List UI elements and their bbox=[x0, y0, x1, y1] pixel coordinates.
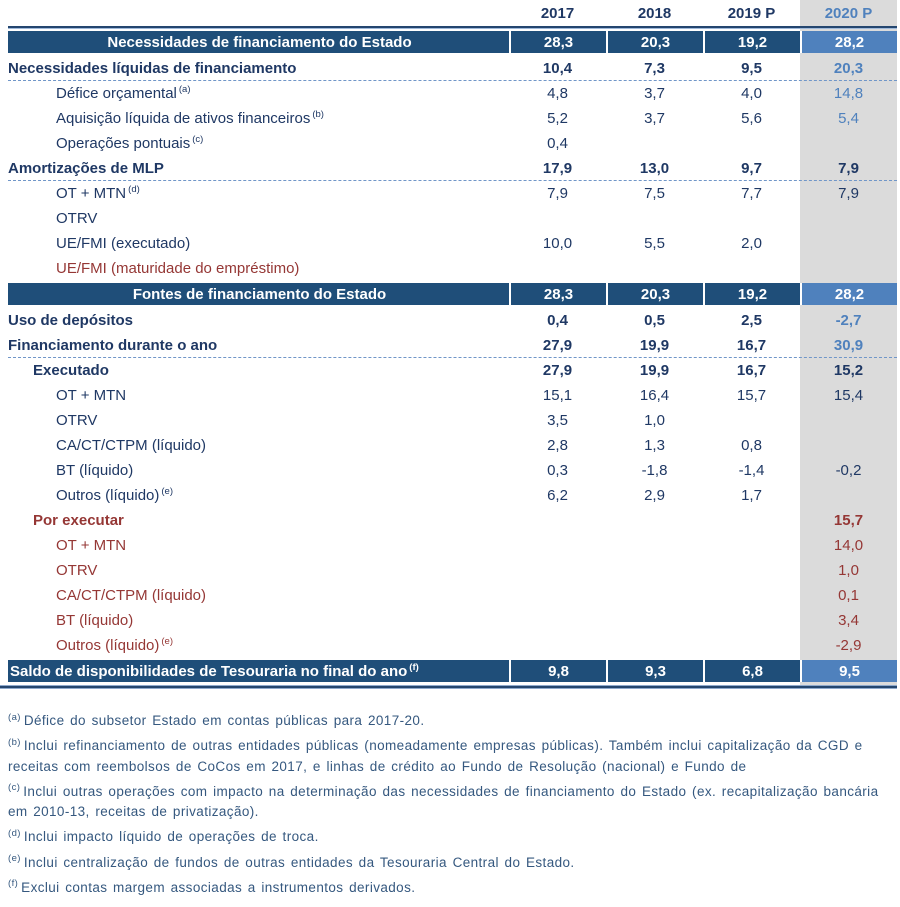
value-2020P: 15,4 bbox=[833, 387, 864, 404]
value-2019P: 19,2 bbox=[703, 283, 800, 305]
value-2019P: 2,5 bbox=[741, 312, 762, 329]
value-2020P: 15,2 bbox=[833, 362, 864, 379]
table-row bbox=[8, 483, 897, 508]
row-label: OT + MTN bbox=[56, 537, 127, 554]
row-label: BT (líquido) bbox=[56, 612, 134, 629]
row-label: CA/CT/CTPM (líquido) bbox=[56, 437, 207, 454]
footnote-ref-icon: (f) bbox=[409, 662, 419, 673]
year-header-2018: 2018 bbox=[637, 4, 672, 22]
value-2019P: 16,7 bbox=[736, 362, 767, 379]
table-row bbox=[8, 608, 897, 633]
value-2020P: -0,2 bbox=[835, 462, 862, 479]
value-2017: 7,9 bbox=[547, 185, 568, 202]
footnote: $^{(d)}$ Inclui impacto líquido de operações de troca. bbox=[8, 827, 319, 845]
table-row bbox=[8, 458, 897, 483]
header-rule-thin bbox=[8, 28, 897, 29]
value-2018: 19,9 bbox=[639, 336, 670, 354]
value-2017: 6,2 bbox=[547, 487, 568, 504]
footnote-ref-icon: (c) bbox=[192, 135, 204, 145]
table-row bbox=[8, 256, 897, 281]
value-2018: 3,7 bbox=[644, 85, 665, 102]
row-label: Uso de depósitos bbox=[8, 312, 134, 329]
table-row bbox=[8, 383, 897, 408]
value-2020P: 20,3 bbox=[833, 59, 864, 77]
value-2018: 19,9 bbox=[639, 362, 670, 379]
value-2019P: 5,6 bbox=[741, 110, 762, 127]
row-label: Executado bbox=[33, 362, 109, 379]
table-row bbox=[8, 131, 897, 156]
table-row bbox=[8, 156, 897, 181]
row-label: BT (líquido) bbox=[56, 462, 134, 479]
value-2020P: 3,4 bbox=[838, 612, 859, 629]
table-row bbox=[8, 231, 897, 256]
value-2019P: 0,8 bbox=[741, 437, 762, 454]
row-label: Outros (líquido) $^{(e)}$ bbox=[56, 637, 173, 654]
footnote-ref-icon: (d) bbox=[128, 185, 140, 195]
value-2017: 3,5 bbox=[547, 412, 568, 429]
row-label: UE/FMI (maturidade do empréstimo) bbox=[56, 260, 300, 277]
footnote: $^{(c)}$ Inclui outras operações com impacto na determinação das necessidades de financiamento do Estado (ex. recapitalização bancária em 2010-13, receitas de privatização). bbox=[8, 782, 879, 819]
value-2018: -1,8 bbox=[641, 462, 668, 479]
value-2020P: 14,8 bbox=[833, 85, 864, 102]
table-row bbox=[8, 81, 897, 106]
table-row bbox=[8, 583, 897, 608]
footnote-marker: (d) bbox=[8, 827, 21, 839]
value-2019P: 19,2 bbox=[703, 31, 800, 53]
table-bottom-rule bbox=[0, 685, 897, 689]
section-header-row bbox=[8, 283, 897, 305]
value-2017: 15,1 bbox=[542, 387, 573, 404]
row-label: Operações pontuais $^{(c)}$ bbox=[56, 135, 204, 152]
value-2018: 16,4 bbox=[639, 387, 670, 404]
value-2017: 17,9 bbox=[542, 159, 573, 177]
table-row bbox=[8, 558, 897, 583]
footnote-ref-icon: (e) bbox=[161, 637, 173, 647]
value-2020P: 28,2 bbox=[800, 283, 897, 305]
value-2019P: 2,0 bbox=[741, 235, 762, 252]
value-2019P: 16,7 bbox=[736, 336, 767, 354]
value-2019P: 4,0 bbox=[741, 85, 762, 102]
value-2019P: 6,8 bbox=[703, 660, 800, 682]
value-2017: 28,3 bbox=[509, 31, 606, 53]
table-row bbox=[8, 308, 897, 333]
row-label: Outros (líquido) $^{(e)}$ bbox=[56, 487, 173, 504]
footnote-marker: (b) bbox=[8, 736, 21, 748]
value-2018: 20,3 bbox=[606, 283, 703, 305]
value-2017: 27,9 bbox=[542, 336, 573, 354]
value-2018: 3,7 bbox=[644, 110, 665, 127]
value-2020P: -2,9 bbox=[835, 637, 862, 654]
row-label: OTRV bbox=[56, 210, 98, 227]
row-label: Saldo de disponibilidades de Tesouraria no final do ano $^{(f)}$ bbox=[10, 662, 419, 680]
table-row bbox=[8, 106, 897, 131]
value-2019P: 15,7 bbox=[736, 387, 767, 404]
footnote-ref-icon: (e) bbox=[161, 487, 173, 497]
value-2019P: -1,4 bbox=[738, 462, 765, 479]
row-label: CA/CT/CTPM (líquido) bbox=[56, 587, 207, 604]
table-row bbox=[8, 206, 897, 231]
footnote-marker: (a) bbox=[8, 711, 21, 723]
value-2019P: 1,7 bbox=[741, 487, 762, 504]
table-row bbox=[8, 333, 897, 358]
row-label: Fontes de financiamento do Estado bbox=[132, 285, 387, 303]
value-2017: 4,8 bbox=[547, 85, 568, 102]
table-row bbox=[8, 508, 897, 533]
value-2019P: 9,7 bbox=[741, 159, 762, 177]
value-2017: 10,4 bbox=[542, 59, 573, 77]
table-row bbox=[8, 533, 897, 558]
value-2018: 5,5 bbox=[644, 235, 665, 252]
footnote-marker: (f) bbox=[8, 878, 19, 890]
value-2017: 2,8 bbox=[547, 437, 568, 454]
value-2017: 9,8 bbox=[509, 660, 606, 682]
value-2018: 20,3 bbox=[606, 31, 703, 53]
footnote: $^{(a)}$ Défice do subsetor Estado em contas públicas para 2017-20. bbox=[8, 711, 425, 728]
year-header-2019: 2019 P bbox=[727, 4, 776, 22]
table-row bbox=[8, 56, 897, 81]
value-2018: 7,5 bbox=[644, 185, 665, 202]
value-2017: 0,4 bbox=[547, 135, 568, 152]
footnote: $^{(b)}$ Inclui refinanciamento de outras entidades públicas (nomeadamente empresas públicas). Também inclui capitalização da CGD e receitas com reembolsos de CoCos em 2017, e linhas de crédito ao Fundo de Resolução (nacional) e Fundo de bbox=[8, 736, 863, 774]
row-label: OTRV bbox=[56, 562, 98, 579]
value-2020P: 15,7 bbox=[833, 512, 864, 529]
year-header-row bbox=[8, 0, 897, 26]
value-2020P: 9,5 bbox=[800, 660, 897, 682]
value-2017: 27,9 bbox=[542, 362, 573, 379]
footnote-ref-icon: (a) bbox=[178, 85, 191, 95]
section-header-row bbox=[8, 31, 897, 53]
year-header-2020: 2020 P bbox=[824, 4, 873, 22]
footnotes-section bbox=[8, 711, 892, 898]
table-row bbox=[8, 433, 897, 458]
table-row bbox=[8, 633, 897, 658]
value-2018: 1,0 bbox=[644, 412, 665, 429]
row-label: Financiamento durante o ano bbox=[8, 336, 218, 354]
row-label: Necessidades líquidas de financiamento bbox=[8, 59, 297, 77]
value-2020P: 1,0 bbox=[838, 562, 859, 579]
value-2018: 1,3 bbox=[644, 437, 665, 454]
value-2019P: 7,7 bbox=[741, 185, 762, 202]
row-label: UE/FMI (executado) bbox=[56, 235, 191, 252]
value-2020P: 7,9 bbox=[838, 159, 859, 177]
year-header-2017: 2017 bbox=[540, 4, 575, 22]
table-row bbox=[8, 358, 897, 383]
value-2017: 5,2 bbox=[547, 110, 568, 127]
value-2019P: 9,5 bbox=[741, 59, 762, 77]
footnote-ref-icon: (b) bbox=[312, 110, 324, 120]
footnote-marker: (e) bbox=[8, 853, 21, 864]
row-label: Aquisição líquida de ativos financeiros $^{(b)}$ bbox=[56, 110, 324, 127]
value-2017: 10,0 bbox=[542, 235, 573, 252]
value-2018: 2,9 bbox=[644, 487, 665, 504]
footnote: $^{(e)}$ Inclui centralização de fundos de outras entidades da Tesouraria Central do Estado. bbox=[8, 853, 575, 870]
value-2017: 0,4 bbox=[547, 312, 568, 329]
value-2017: 0,3 bbox=[547, 462, 568, 479]
section-header-row bbox=[8, 660, 897, 682]
value-2020P: 0,1 bbox=[838, 587, 859, 604]
value-2018: 9,3 bbox=[606, 660, 703, 682]
row-label: OT + MTN $^{(d)}$ bbox=[56, 185, 140, 202]
footnote: $^{(f)}$ Exclui contas margem associadas a instrumentos derivados. bbox=[8, 878, 416, 895]
table-row bbox=[8, 408, 897, 433]
value-2020P: 7,9 bbox=[838, 185, 859, 202]
value-2017: 28,3 bbox=[509, 283, 606, 305]
table-body bbox=[8, 31, 900, 682]
row-label: OTRV bbox=[56, 412, 98, 429]
value-2020P: -2,7 bbox=[835, 312, 862, 329]
value-2018: 0,5 bbox=[644, 312, 665, 329]
value-2020P: 30,9 bbox=[833, 336, 864, 354]
table-row bbox=[8, 181, 897, 206]
row-label: OT + MTN bbox=[56, 387, 127, 404]
row-label: Necessidades de financiamento do Estado bbox=[107, 33, 412, 51]
footnote-marker: (c) bbox=[8, 782, 21, 794]
value-2018: 13,0 bbox=[639, 159, 670, 177]
value-2020P: 5,4 bbox=[838, 110, 859, 127]
row-label: Défice orçamental $^{(a)}$ bbox=[56, 85, 191, 102]
row-label: Por executar bbox=[33, 512, 124, 529]
value-2020P: 14,0 bbox=[833, 537, 864, 554]
value-2018: 7,3 bbox=[644, 59, 665, 77]
value-2020P: 28,2 bbox=[800, 31, 897, 53]
row-label: Amortizações de MLP bbox=[8, 159, 164, 177]
